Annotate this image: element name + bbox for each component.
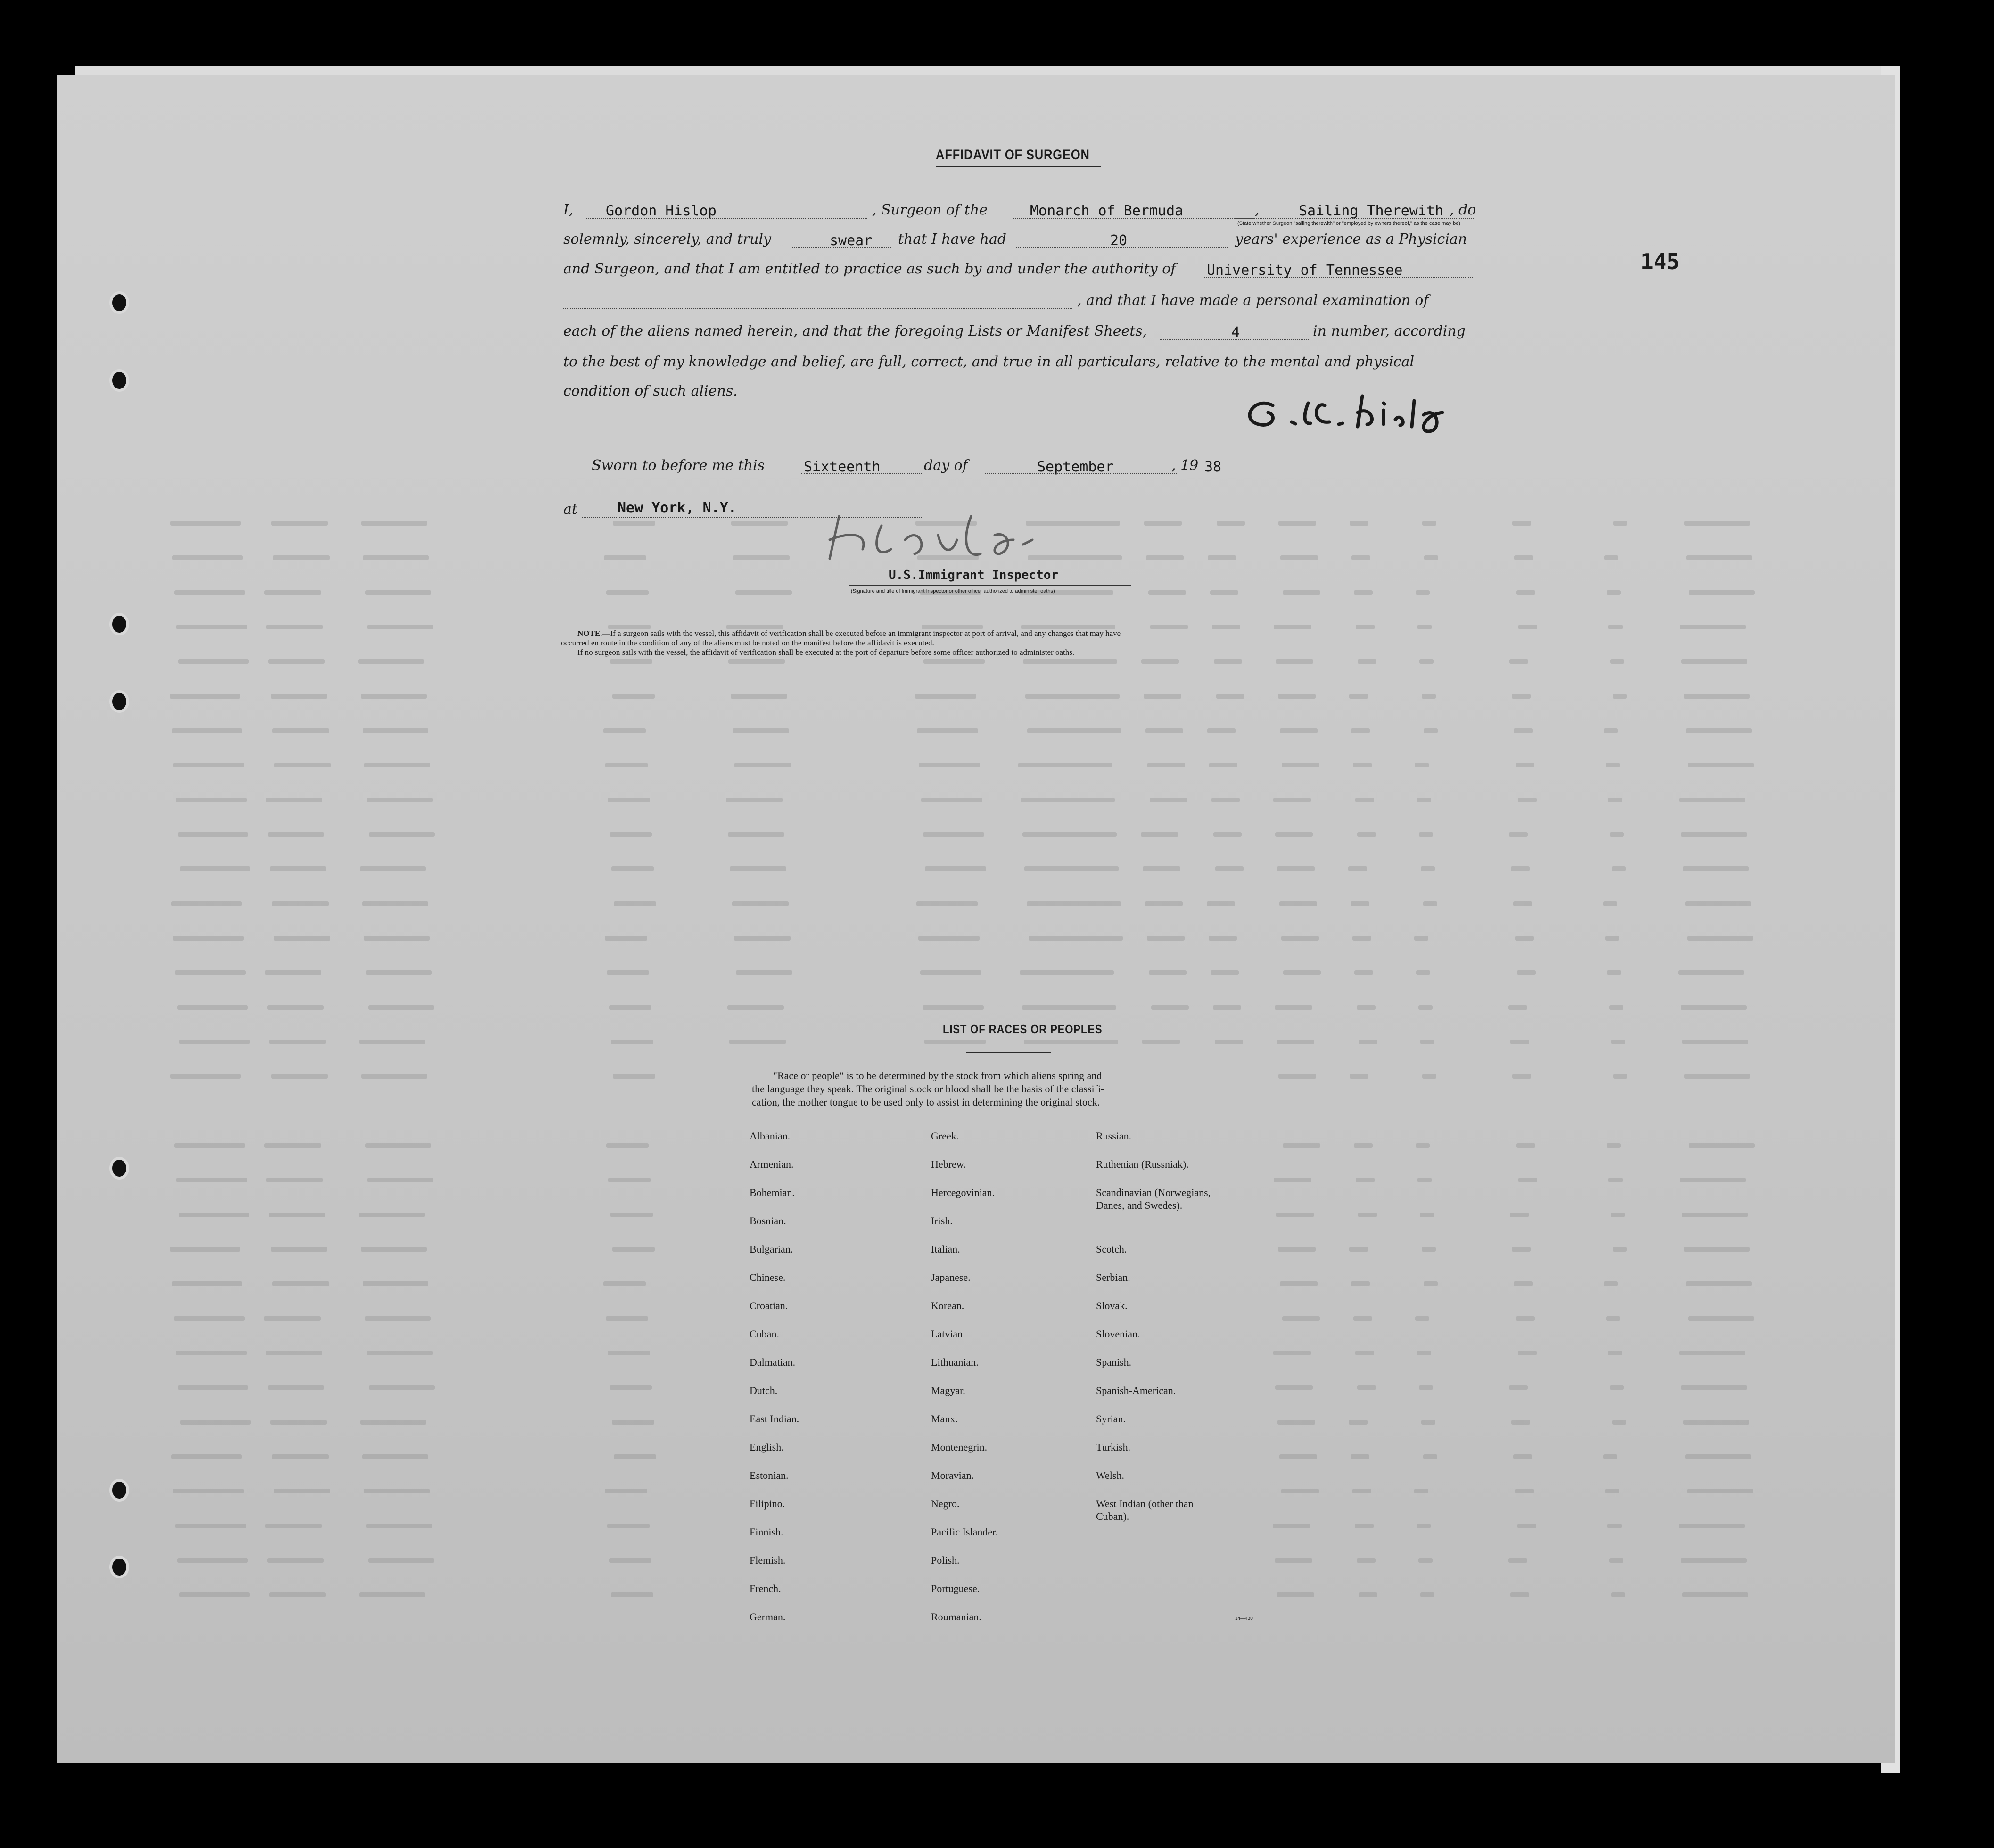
race-item: Montenegrin. [931,1441,988,1453]
binder-hole [109,1556,129,1578]
affidavit-text: , do [1450,202,1476,218]
race-item: Hebrew. [931,1158,966,1170]
races-title-underline [966,1052,1051,1053]
race-item: Turkish. [1096,1441,1131,1453]
race-item: Chinese. [750,1271,786,1283]
affidavit-text: and Surgeon, and that I am entitled to practice as such by and under the authority of [563,261,1176,277]
race-item: Slovenian. [1096,1328,1140,1340]
years-experience: 20 [1110,232,1128,249]
race-item: German. [750,1611,786,1623]
race-item: Moravian. [931,1469,974,1481]
race-item: Polish. [931,1554,960,1566]
affidavit-text: I, [563,202,574,218]
races-title: LIST OF RACES OR PEOPLES [943,1022,1103,1036]
race-item: Greek. [931,1130,959,1142]
affidavit-text: years' experience as a Physician [1235,231,1467,248]
race-item: Lithuanian. [931,1356,979,1368]
race-item: Filipino. [750,1498,785,1510]
inspector-signature [811,507,1075,563]
race-item: Manx. [931,1413,958,1425]
race-item: Roumanian. [931,1611,981,1623]
affidavit-text: , Surgeon of the [872,202,988,218]
race-item: West Indian (other than [1096,1498,1194,1510]
affidavit-text: , [1255,202,1260,218]
race-item: Hercegovinian. [931,1187,995,1198]
race-item: English. [750,1441,784,1453]
race-item: Welsh. [1096,1469,1124,1481]
race-item: Scotch. [1096,1243,1127,1255]
sworn-month: September [1037,459,1114,475]
race-item: Bulgarian. [750,1243,793,1255]
race-item: French. [750,1583,781,1594]
sworn-place: New York, N.Y. [618,500,737,516]
vessel-name: Monarch of Bermuda [1030,203,1184,219]
race-item: Spanish. [1096,1356,1132,1368]
inspector-title: U.S.Immigrant Inspector [889,568,1059,582]
sheet-count: 4 [1231,324,1240,341]
race-item: Croatian. [750,1300,788,1312]
binder-hole [109,1157,129,1180]
note-block [577,629,1121,638]
race-item: Bohemian. [750,1187,795,1198]
affidavit-text: solemnly, sincerely, and truly [563,231,772,248]
form-number: 14—430 [1235,1616,1253,1621]
surgeon-signature [1221,387,1485,438]
race-item: Magyar. [931,1385,965,1396]
race-item: Japanese. [931,1271,971,1283]
affidavit-text: , and that I have made a personal examination of [1077,292,1429,309]
race-item: Armenian. [750,1158,794,1170]
note-label: NOTE.— [577,629,610,638]
races-intro-2: the language they speak. The original stock or blood shall be the basis of the classifi- [752,1083,1104,1095]
sworn-text: , 19 [1171,457,1199,474]
race-item: Spanish-American. [1096,1385,1176,1396]
affidavit-text: condition of such aliens. [563,383,738,399]
race-item: Flemish. [750,1554,786,1566]
title-underline [936,166,1101,167]
race-item: Serbian. [1096,1271,1130,1283]
inspector-caption: (Signature and title of Immigrant Inspector or other officer authorized to administer oaths) [851,588,1055,594]
sworn-day: Sixteenth [804,459,881,475]
page-number: 145 [1640,249,1680,274]
sworn-year: 38 [1204,459,1222,475]
binder-hole [109,369,129,392]
race-item: Dalmatian. [750,1356,796,1368]
blank-line [563,308,1072,309]
inspector-rule [849,585,1131,586]
sworn-text: day of [924,457,968,474]
race-item: Dutch. [750,1385,778,1396]
race-item: Finnish. [750,1526,783,1538]
binder-hole [109,613,129,635]
sworn-text: Sworn to before me this [592,457,765,474]
races-intro-3: cation, the mother tongue to be used only to assist in determining the original stock. [752,1096,1100,1108]
race-item: Cuban). [1096,1510,1129,1522]
race-item: Estonian. [750,1469,789,1481]
race-item: Negro. [931,1498,960,1510]
sailing-status: Sailing Therewith [1299,203,1444,219]
race-item: Ruthenian (Russniak). [1096,1158,1189,1170]
signature-scrawl [1221,387,1485,438]
race-item: Syrian. [1096,1413,1126,1425]
affidavit-text: each of the aliens named herein, and that the foregoing Lists or Manifest Sheets, [563,323,1147,339]
binder-hole [109,291,129,314]
affidavit-text: to the best of my knowledge and belief, are full, correct, and true in all particulars, relative to the mental and physical [563,354,1415,370]
affidavit-text: that I have had [898,231,1007,248]
race-item: Cuban. [750,1328,779,1340]
races-intro-1: "Race or people" is to be determined by the stock from which aliens spring and [773,1070,1102,1081]
affidavit-title: AFFIDAVIT OF SURGEON [936,147,1090,163]
binder-hole [109,690,129,713]
race-item: Irish. [931,1215,953,1227]
race-item: Russian. [1096,1130,1132,1142]
binder-hole [109,1479,129,1502]
race-item: Danes, and Swedes). [1096,1199,1183,1211]
race-item: Bosnian. [750,1215,786,1227]
oath-word: swear [830,232,873,249]
sworn-text: at [563,501,577,518]
licensing-authority: University of Tennessee [1207,262,1403,279]
note-line-3: If no surgeon sails with the vessel, the affidavit of verification shall be executed at the port of departure before some officer authorized to administer oaths. [577,648,1075,657]
race-item: Scandinavian (Norwegians, [1096,1187,1211,1198]
race-item: Pacific Islander. [931,1526,998,1538]
race-item: Portuguese. [931,1583,980,1594]
surgeon-name: Gordon Hislop [606,203,717,219]
race-item: East Indian. [750,1413,799,1425]
note-line-2: occurred en route in the condition of any of the aliens must be noted on the manifest before the affidavit is executed. [561,638,934,647]
affidavit-text: in number, according [1313,323,1466,339]
sailing-note: (State whether Surgeon "sailing therewith" or "employed by owners thereof," as the case may be) [1237,221,1460,226]
note-line-1: If a surgeon sails with the vessel, this affidavit of verification shall be executed before an immigrant inspector at port of arrival, and any changes that may have [610,629,1121,638]
inspector-signature-scrawl [811,507,1075,563]
race-item: Korean. [931,1300,964,1312]
race-item: Italian. [931,1243,960,1255]
race-item: Slovak. [1096,1300,1128,1312]
race-item: Albanian. [750,1130,791,1142]
race-item: Latvian. [931,1328,965,1340]
